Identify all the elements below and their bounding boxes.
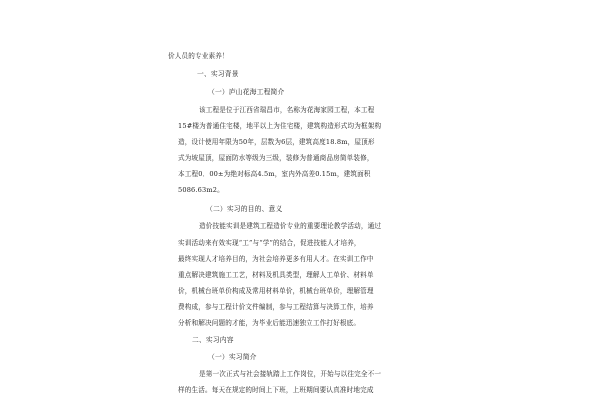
paragraph-line: 样的生活。每天在规定的时间上下班，上班期间要认真准时地完成: [178, 386, 374, 394]
paragraph-line: 5086.63m2。: [178, 186, 224, 194]
paragraph-line: 分析和解决问题的才能，为毕业后能迅速独立工作打好根底。: [178, 319, 361, 327]
paragraph-line: 造价技能实训是建筑工程造价专业的重要理论教学活动，通过: [199, 222, 382, 230]
paragraph-line: 重点解决建筑施工工艺，材料及机具类型，理解人工单价、材料单: [178, 271, 374, 279]
paragraph-line: 本工程0．00±为绝对标高4.5m，室内外高差0.15m，建筑面积: [178, 170, 371, 178]
subheading-purpose: （二）实习的目的、意义: [206, 205, 283, 213]
paragraph-line: 是第一次正式与社会接轨踏上工作岗位，开始与以往完全不一: [199, 370, 382, 378]
paragraph-line: 费构成，参与工程计价文件编制，参与工程结算与决算工作，培养: [178, 303, 374, 311]
paragraph-line: 价，机械台班单价构成及常用材料单价，机械台班单价，理解管理: [178, 287, 374, 295]
paragraph-line: 式为坡屋顶，屋面防水等级为三级，装修为普通商品房简单装修，: [178, 154, 374, 162]
section-heading-background: 一、实习背景: [197, 70, 239, 78]
subheading-brief: （一）实习简介: [208, 353, 257, 361]
paragraph-line: 实训活动来有效实现“工”与“学”的结合，促进技能人才培养，: [178, 239, 361, 247]
section-heading-content: 二、实习内容: [192, 336, 234, 344]
paragraph-line: 造，设计使用年限为50年，层数为6层，建筑高度18.8m，屋顶形: [178, 138, 375, 146]
paragraph-line: 该工程是位于江西省瑞昌市，名称为花海家园工程，本工程: [199, 106, 375, 114]
subheading-project-intro: （一）庐山花海工程简介: [208, 88, 285, 96]
paragraph-line: 15#楼为普通住宅楼，地平以上为住宅楼，建筑构造形式均为框架构: [178, 122, 382, 130]
paragraph-line: 最终实现人才培养目的，为社会培养更多有用人才。在实训工作中: [178, 255, 374, 263]
intro-closing-line: 价人员的专业素养！: [168, 52, 229, 60]
